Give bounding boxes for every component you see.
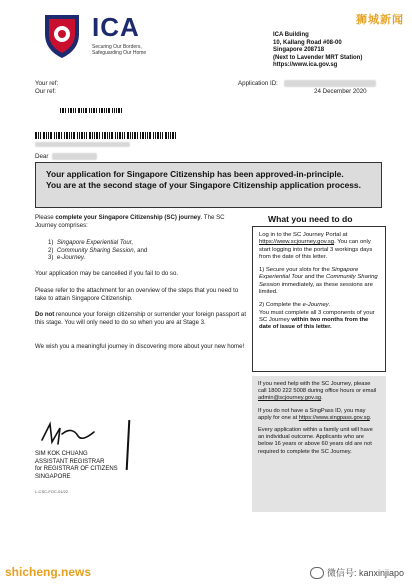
tagline-line-1: Securing Our Borders, (92, 44, 142, 50)
p4-post: renounce your foreign citizenship or surrender your foreign passport at this stage. You will only need to do so when you are at Stage 3. (35, 311, 247, 326)
help-singpass-post: . (369, 414, 372, 421)
help-contact (258, 381, 380, 403)
watermark-bottom-right (310, 566, 404, 579)
address-line-5: https://www.ica.gov.sg (273, 62, 338, 69)
barcode-large (35, 132, 177, 139)
list-item-3-text: e-Journey. (56, 254, 86, 262)
list-item-2: 2) Community Sharing Session, and (48, 246, 148, 254)
step-1-pre: 1) Secure your slots for the (259, 267, 332, 274)
approval-notice-box (35, 162, 382, 208)
step-1-tour: Singapore Experiential Tour (259, 267, 359, 281)
deadline-note (259, 310, 379, 332)
redacted-address (35, 142, 130, 147)
scjourney-link[interactable]: https://www.scjourney.gov.sg (259, 239, 335, 246)
step-1 (259, 267, 379, 296)
redacted-application-id (284, 80, 376, 87)
greeting: Dear (35, 153, 49, 160)
ica-logo-text: ICA (92, 12, 140, 42)
step-1-post: immediately, as these sessions are limited. (259, 281, 373, 296)
steps-box (252, 226, 386, 372)
deadline-bold: within two months from the date of issue of this letter. (259, 316, 369, 331)
signatory-name: SIM KOK CHUANG (35, 451, 88, 457)
form-code: L-CSC-FOC-01/22 (35, 489, 69, 494)
watermark-wechat-text: 微信号: kanxinjiapo (326, 568, 404, 578)
address-line-1: ICA Building (273, 32, 309, 38)
help-email-link[interactable]: admin@scjourney.gov.sg (258, 395, 322, 402)
list-item-1: 1) Singapore Experiential Tour, (48, 239, 134, 246)
sc-journey-list (48, 239, 260, 262)
p4-bold: Do not (35, 311, 55, 318)
body-paragraph-3: Please refer to the attachment for an overview of the steps that you need to take to attain Singapore Citizenship. (35, 287, 239, 302)
approval-notice-line-1: Your application for Singapore Citizenship has been approved-in-principle. (46, 169, 344, 179)
deadline-pre: You must complete all 3 components of your SC Journey (259, 309, 375, 323)
signature-icon (38, 420, 98, 446)
help-box (252, 376, 386, 512)
step-1-mid: and the (303, 274, 326, 281)
step-2-post: . (328, 302, 331, 309)
steps-intro (259, 232, 379, 261)
step-2-pre: 2) Complete the (259, 302, 303, 309)
help-singpass (258, 408, 380, 422)
signatory-title: ASSISTANT REGISTRAR (35, 458, 105, 465)
help-contact-pre: If you need help with the SC Journey, please call 1800 222 5008 during office hours or email (258, 381, 377, 395)
letter-date: 24 December 2020 (314, 88, 367, 95)
our-ref-label: Our ref: (35, 88, 56, 95)
signatory-country: SINGAPORE (35, 473, 71, 480)
tagline-line-2: Safeguarding Our Home (92, 50, 147, 56)
signatory-block (35, 451, 118, 481)
list-item-1-text: Singapore Experiential Tour, (56, 239, 134, 246)
your-ref-label: Your ref: (35, 80, 59, 87)
barcode-small (60, 108, 123, 113)
body-paragraph-4 (35, 311, 247, 326)
application-id-label: Application ID: (238, 80, 278, 87)
wechat-icon (310, 567, 324, 579)
address-line-4: (Next to Lavender MRT Station) (273, 54, 363, 61)
step-2-ejourney: e-Journey (302, 302, 329, 309)
singpass-link[interactable]: https://www.singpass.gov.sg (298, 414, 370, 421)
p1-pre: Please (35, 214, 56, 221)
signatory-for: for REGISTRAR OF CITIZENS (35, 466, 118, 473)
address-line-2: 10, Kallang Road #08-00 (273, 39, 342, 46)
what-you-need-heading: What you need to do (268, 214, 353, 224)
ica-address (273, 32, 362, 70)
watermark-top-right: 狮城新闻 (356, 14, 404, 26)
p1-bold: complete your Singapore Citizenship (SC) journey (55, 214, 201, 221)
help-contact-post: . (321, 395, 323, 402)
signature-stroke (126, 420, 131, 470)
body-paragraph-2: Your application may be cancelled if you fail to do so. (35, 270, 179, 277)
help-singpass-pre: If you do not have a SingPass ID, you may apply for one at (258, 407, 366, 421)
logo-tagline (92, 44, 162, 56)
help-family-note: Every application within a family unit will have an individual outcome. Applicants who are below 16 years or above 60 years old are not required to complete the SC Journey. (258, 427, 373, 455)
steps-intro-pre: Log in to the SC Journey Portal at (259, 232, 348, 238)
step-1-session: Community Sharing Session (259, 274, 378, 288)
address-line-3: Singapore 208718 (273, 47, 325, 54)
approval-notice-line-2: You are at the second stage of your Singapore Citizenship application process. (46, 179, 361, 190)
body-paragraph-1 (35, 214, 247, 229)
ica-crest-icon (42, 12, 82, 60)
p1-post: . The SC Journey comprises: (35, 214, 225, 229)
list-item-2-text: Community Sharing Session, (56, 246, 136, 254)
watermark-bottom-left: shicheng.news (5, 565, 92, 579)
redacted-name (52, 153, 97, 160)
body-paragraph-5: We wish you a meaningful journey in discovering more about your new home! (35, 343, 245, 350)
step-2 (259, 302, 379, 309)
steps-intro-post: . You can only start logging into the portal 3 workings days from the date of this letter. (259, 239, 373, 260)
list-item-2-post: and (135, 246, 148, 254)
list-item-3: 3) e-Journey. (48, 254, 86, 262)
